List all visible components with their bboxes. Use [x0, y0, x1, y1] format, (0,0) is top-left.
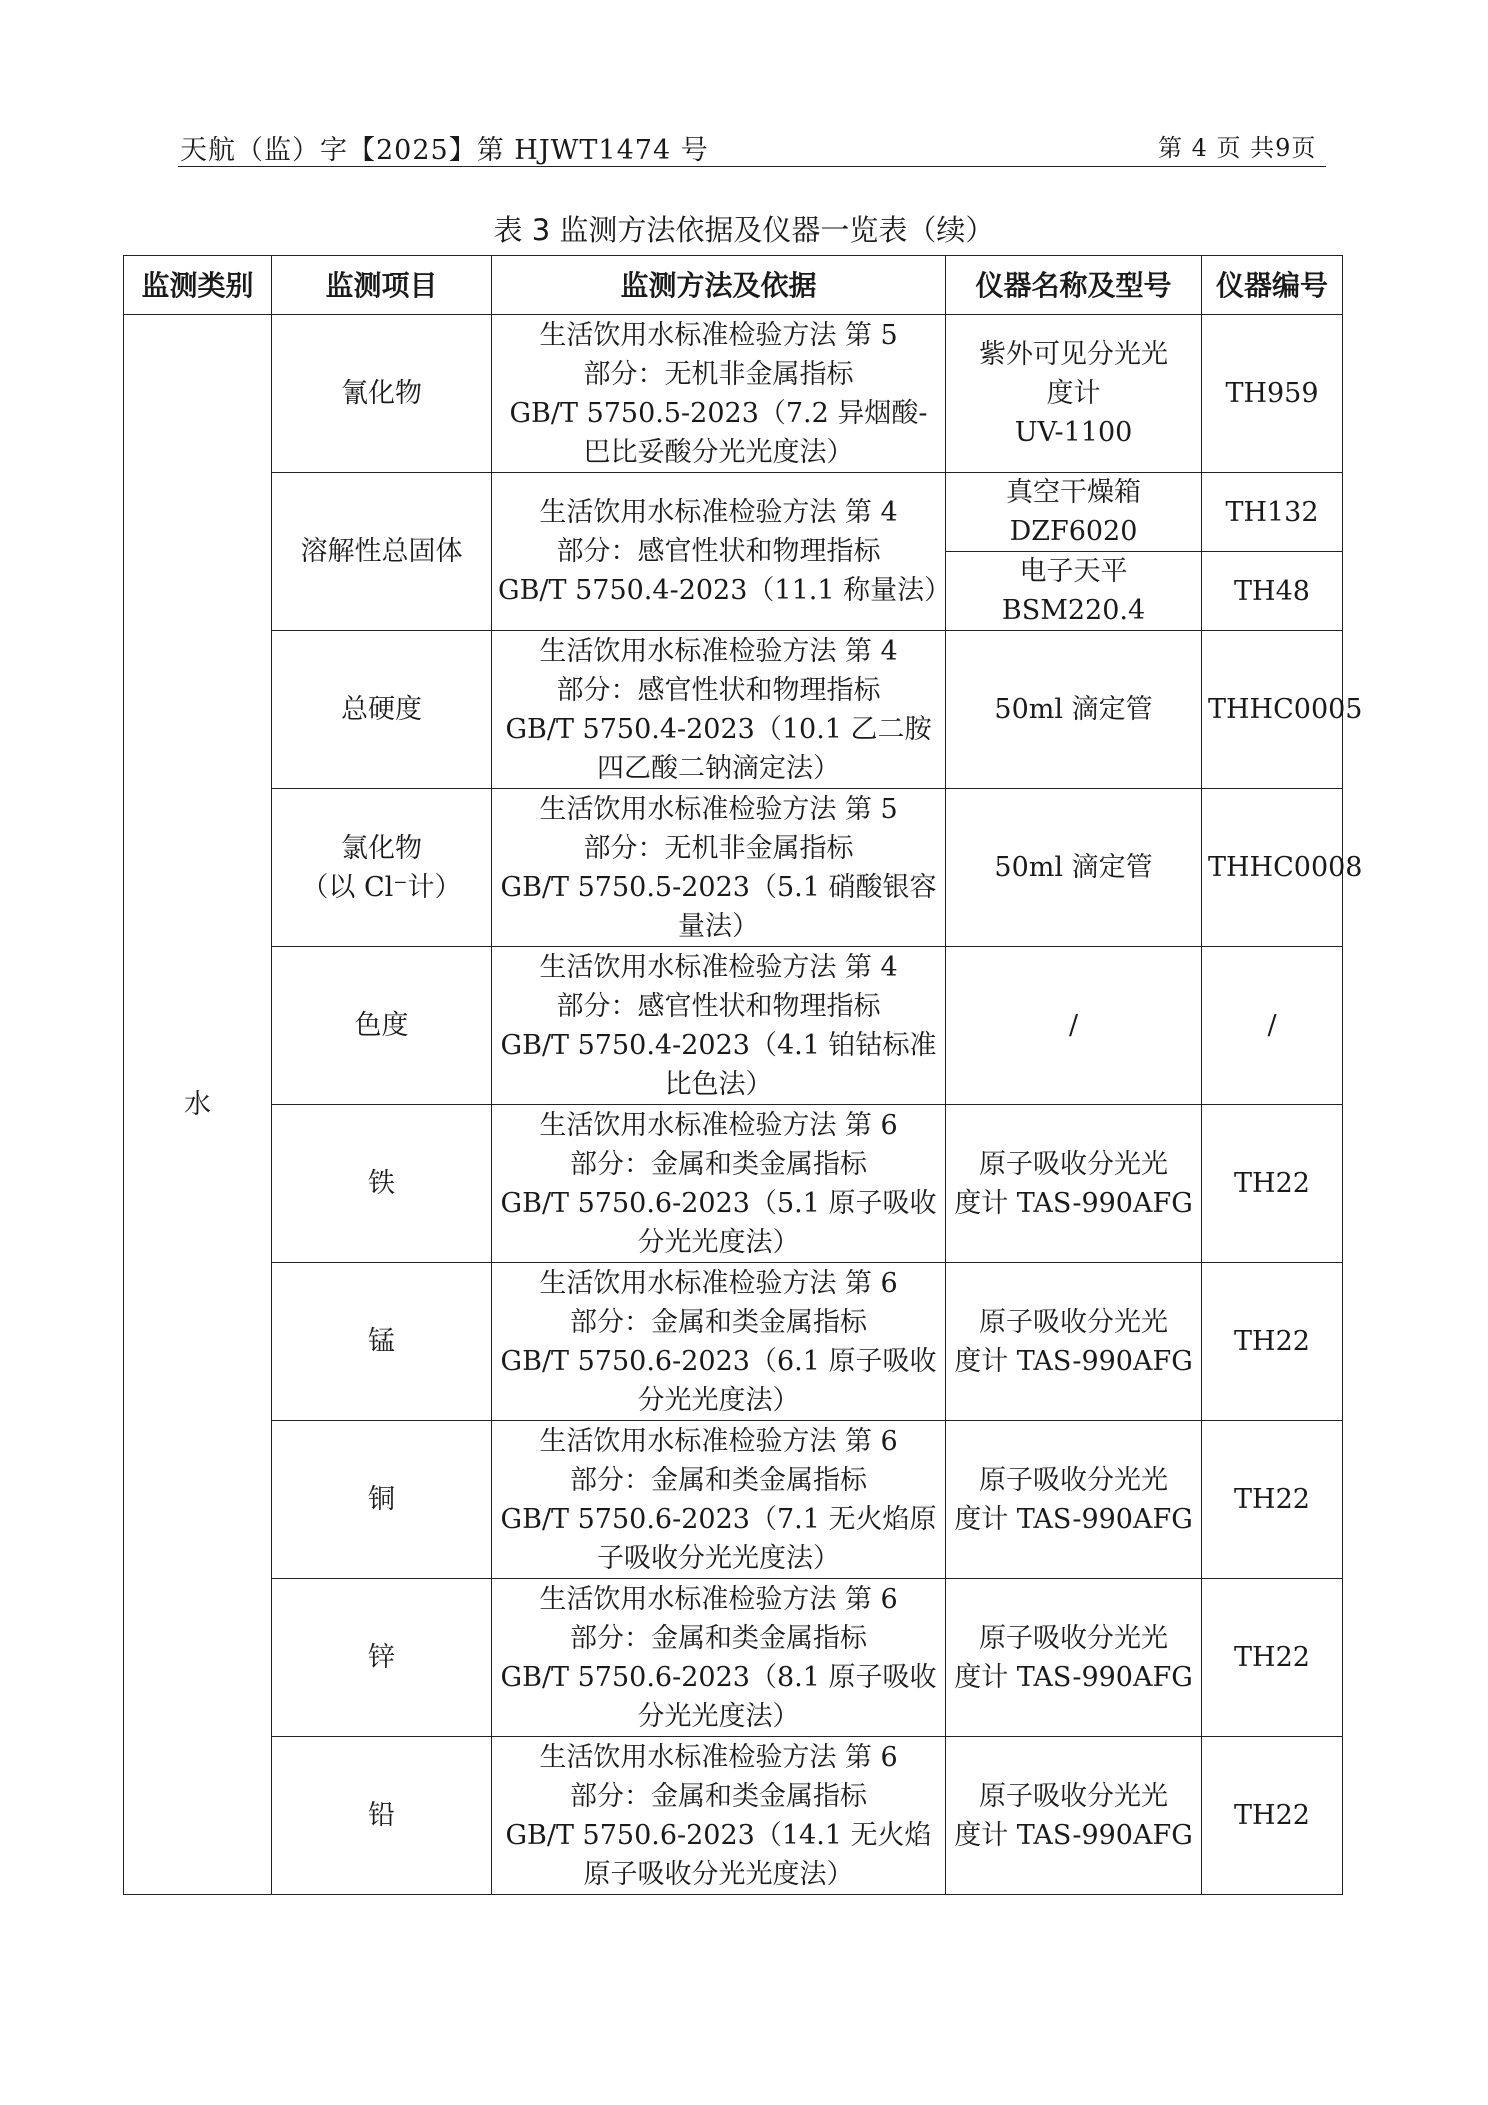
- table-row: [124, 1421, 1343, 1579]
- cell-instrument-number: TH48: [1202, 552, 1343, 631]
- text-line: 原子吸收分光光度法）: [583, 1858, 854, 1890]
- cell-method: [492, 789, 946, 947]
- text-line: 生活饮用水标准检验方法 第 4: [539, 635, 898, 667]
- cell-item: 锰: [272, 1263, 492, 1421]
- text-line: 度计 TAS-990AFG: [954, 1819, 1193, 1851]
- text-line: 生活饮用水标准检验方法 第 5: [539, 319, 898, 351]
- text-line: 真空干燥箱: [1006, 477, 1141, 508]
- table-title: 表 3 监测方法依据及仪器一览表（续）: [493, 213, 995, 247]
- text-line: 量法）: [678, 910, 759, 942]
- text-line: （以 Cl⁻计）: [301, 871, 462, 903]
- table-row: [124, 789, 1343, 947]
- text-line: GB/T 5750.6-2023（7.1 无火焰原: [500, 1503, 937, 1535]
- cell-instrument: [946, 789, 1202, 947]
- cell-instrument-number: TH22: [1202, 1263, 1343, 1421]
- cell-item: 总硬度: [272, 631, 492, 789]
- text-line: 部分：感官性状和物理指标: [556, 674, 881, 706]
- text-line: 部分：金属和类金属指标: [570, 1148, 867, 1180]
- cell-item: 铅: [272, 1737, 492, 1895]
- cell-instrument-number: TH959: [1202, 315, 1343, 473]
- cell-item: 氰化物: [272, 315, 492, 473]
- cell-instrument-number: TH22: [1202, 1579, 1343, 1737]
- cell-instrument: [946, 1105, 1202, 1263]
- header-divider: [178, 166, 1326, 167]
- cell-instrument: [946, 1421, 1202, 1579]
- cell-instrument-number: TH132: [1202, 473, 1343, 552]
- text-line: GB/T 5750.4-2023（4.1 铂钴标准: [500, 1029, 937, 1061]
- cell-instrument: [946, 631, 1202, 789]
- text-line: 比色法）: [664, 1068, 773, 1100]
- table-row: [124, 315, 1343, 473]
- table-row: [124, 631, 1343, 789]
- cell-instrument-number: /: [1202, 947, 1343, 1105]
- cell-instrument: [946, 315, 1202, 473]
- cell-category: 水: [124, 315, 272, 1895]
- text-line: GB/T 5750.4-2023（10.1 乙二胺: [505, 713, 932, 745]
- text-line: 氯化物: [341, 832, 422, 864]
- cell-instrument: [946, 552, 1202, 631]
- table-row: [124, 1105, 1343, 1263]
- table-row: [124, 1737, 1343, 1895]
- text-line: GB/T 5750.6-2023（14.1 无火焰: [505, 1819, 932, 1851]
- col-header-method: 监测方法及依据: [492, 256, 946, 315]
- text-line: BSM220.4: [1001, 595, 1146, 626]
- text-line: 生活饮用水标准检验方法 第 6: [539, 1267, 898, 1299]
- text-line: 原子吸收分光光: [979, 1622, 1168, 1654]
- text-line: 部分：金属和类金属指标: [570, 1306, 867, 1338]
- cell-instrument: [946, 947, 1202, 1105]
- cell-method: [492, 1737, 946, 1895]
- text-line: 生活饮用水标准检验方法 第 6: [539, 1583, 898, 1615]
- text-line: /: [1068, 1010, 1079, 1041]
- text-line: GB/T 5750.4-2023（11.1 称量法）: [498, 575, 952, 606]
- cell-item: 铜: [272, 1421, 492, 1579]
- col-header-category: 监测类别: [124, 256, 272, 315]
- text-line: 部分：金属和类金属指标: [570, 1622, 867, 1654]
- text-line: 部分：金属和类金属指标: [570, 1780, 867, 1812]
- cell-method: [492, 1105, 946, 1263]
- text-line: 分光光度法）: [637, 1384, 800, 1416]
- text-line: 生活饮用水标准检验方法 第 6: [539, 1109, 898, 1141]
- cell-instrument: [946, 473, 1202, 552]
- report-number: 天航（监）字【2025】第 HJWT1474 号: [180, 135, 709, 166]
- table-row: [124, 473, 1343, 552]
- table-header-row: [124, 256, 1343, 315]
- col-header-instrument: 仪器名称及型号: [946, 256, 1202, 315]
- text-line: 部分：感官性状和物理指标: [556, 990, 881, 1022]
- text-line: 巴比妥酸分光光度法）: [583, 436, 854, 468]
- col-header-instrument-number: 仪器编号: [1202, 256, 1343, 315]
- cell-instrument-number: TH22: [1202, 1421, 1343, 1579]
- text-line: 生活饮用水标准检验方法 第 6: [539, 1425, 898, 1457]
- text-line: DZF6020: [1009, 516, 1138, 547]
- text-line: 紫外可见分光光: [979, 339, 1168, 370]
- text-line: 分光光度法）: [637, 1226, 800, 1258]
- table-row: [124, 1263, 1343, 1421]
- cell-item: 色度: [272, 947, 492, 1105]
- cell-item: 铁: [272, 1105, 492, 1263]
- text-line: 部分：无机非金属指标: [583, 832, 854, 864]
- cell-item: 锌: [272, 1579, 492, 1737]
- cell-method: [492, 473, 952, 631]
- table-row: [124, 947, 1343, 1105]
- text-line: 度计 TAS-990AFG: [954, 1345, 1193, 1377]
- text-line: 度计 TAS-990AFG: [954, 1503, 1193, 1535]
- cell-method: [492, 315, 946, 473]
- text-line: 生活饮用水标准检验方法 第 5: [539, 793, 898, 825]
- cell-instrument-number: THHC0005: [1202, 631, 1343, 789]
- cell-instrument-number: TH22: [1202, 1105, 1343, 1263]
- method-instrument-table: [123, 255, 1363, 1895]
- text-line: 子吸收分光光度法）: [597, 1542, 840, 1574]
- text-line: GB/T 5750.5-2023（7.2 异烟酸-: [509, 397, 928, 429]
- text-line: 部分：感官性状和物理指标: [556, 536, 881, 567]
- table-body: [124, 315, 1363, 1895]
- cell-instrument: [946, 1263, 1202, 1421]
- cell-item: 溶解性总固体: [272, 473, 492, 631]
- cell-item: [272, 789, 492, 947]
- text-line: 50ml 滴定管: [994, 852, 1153, 883]
- text-line: 原子吸收分光光: [979, 1148, 1168, 1180]
- cell-instrument-number: THHC0008: [1202, 789, 1343, 947]
- text-line: 生活饮用水标准检验方法 第 6: [539, 1741, 898, 1773]
- text-line: 生活饮用水标准检验方法 第 4: [539, 951, 898, 983]
- text-line: 电子天平: [1019, 556, 1128, 587]
- text-line: GB/T 5750.6-2023（8.1 原子吸收: [500, 1661, 937, 1693]
- cell-instrument-number: TH22: [1202, 1737, 1343, 1895]
- text-line: 度计 TAS-990AFG: [954, 1661, 1193, 1693]
- text-line: 部分：金属和类金属指标: [570, 1464, 867, 1496]
- page-info: 第 4 页 共9页: [1158, 134, 1317, 162]
- text-line: 分光光度法）: [637, 1700, 800, 1732]
- cell-instrument: [946, 1579, 1202, 1737]
- cell-method: [492, 947, 946, 1105]
- text-line: 四乙酸二钠滴定法）: [597, 752, 840, 784]
- text-line: 50ml 滴定管: [994, 694, 1153, 725]
- text-line: 生活饮用水标准检验方法 第 4: [539, 497, 898, 528]
- cell-method: [492, 1263, 946, 1421]
- text-line: 部分：无机非金属指标: [583, 358, 854, 390]
- cell-method: [492, 1579, 946, 1737]
- cell-method: [492, 631, 946, 789]
- table-row: [124, 1579, 1343, 1737]
- text-line: GB/T 5750.6-2023（5.1 原子吸收: [500, 1187, 937, 1219]
- text-line: GB/T 5750.5-2023（5.1 硝酸银容: [500, 871, 937, 903]
- text-line: 度计 TAS-990AFG: [954, 1187, 1193, 1219]
- text-line: 原子吸收分光光: [979, 1306, 1168, 1338]
- cell-method: [492, 1421, 946, 1579]
- text-line: 度计: [1046, 378, 1101, 409]
- text-line: UV-1100: [1014, 417, 1133, 448]
- text-line: GB/T 5750.6-2023（6.1 原子吸收: [500, 1345, 937, 1377]
- text-line: 原子吸收分光光: [979, 1464, 1168, 1496]
- col-header-item: 监测项目: [272, 256, 492, 315]
- cell-instrument: [946, 1737, 1202, 1895]
- text-line: 原子吸收分光光: [979, 1780, 1168, 1812]
